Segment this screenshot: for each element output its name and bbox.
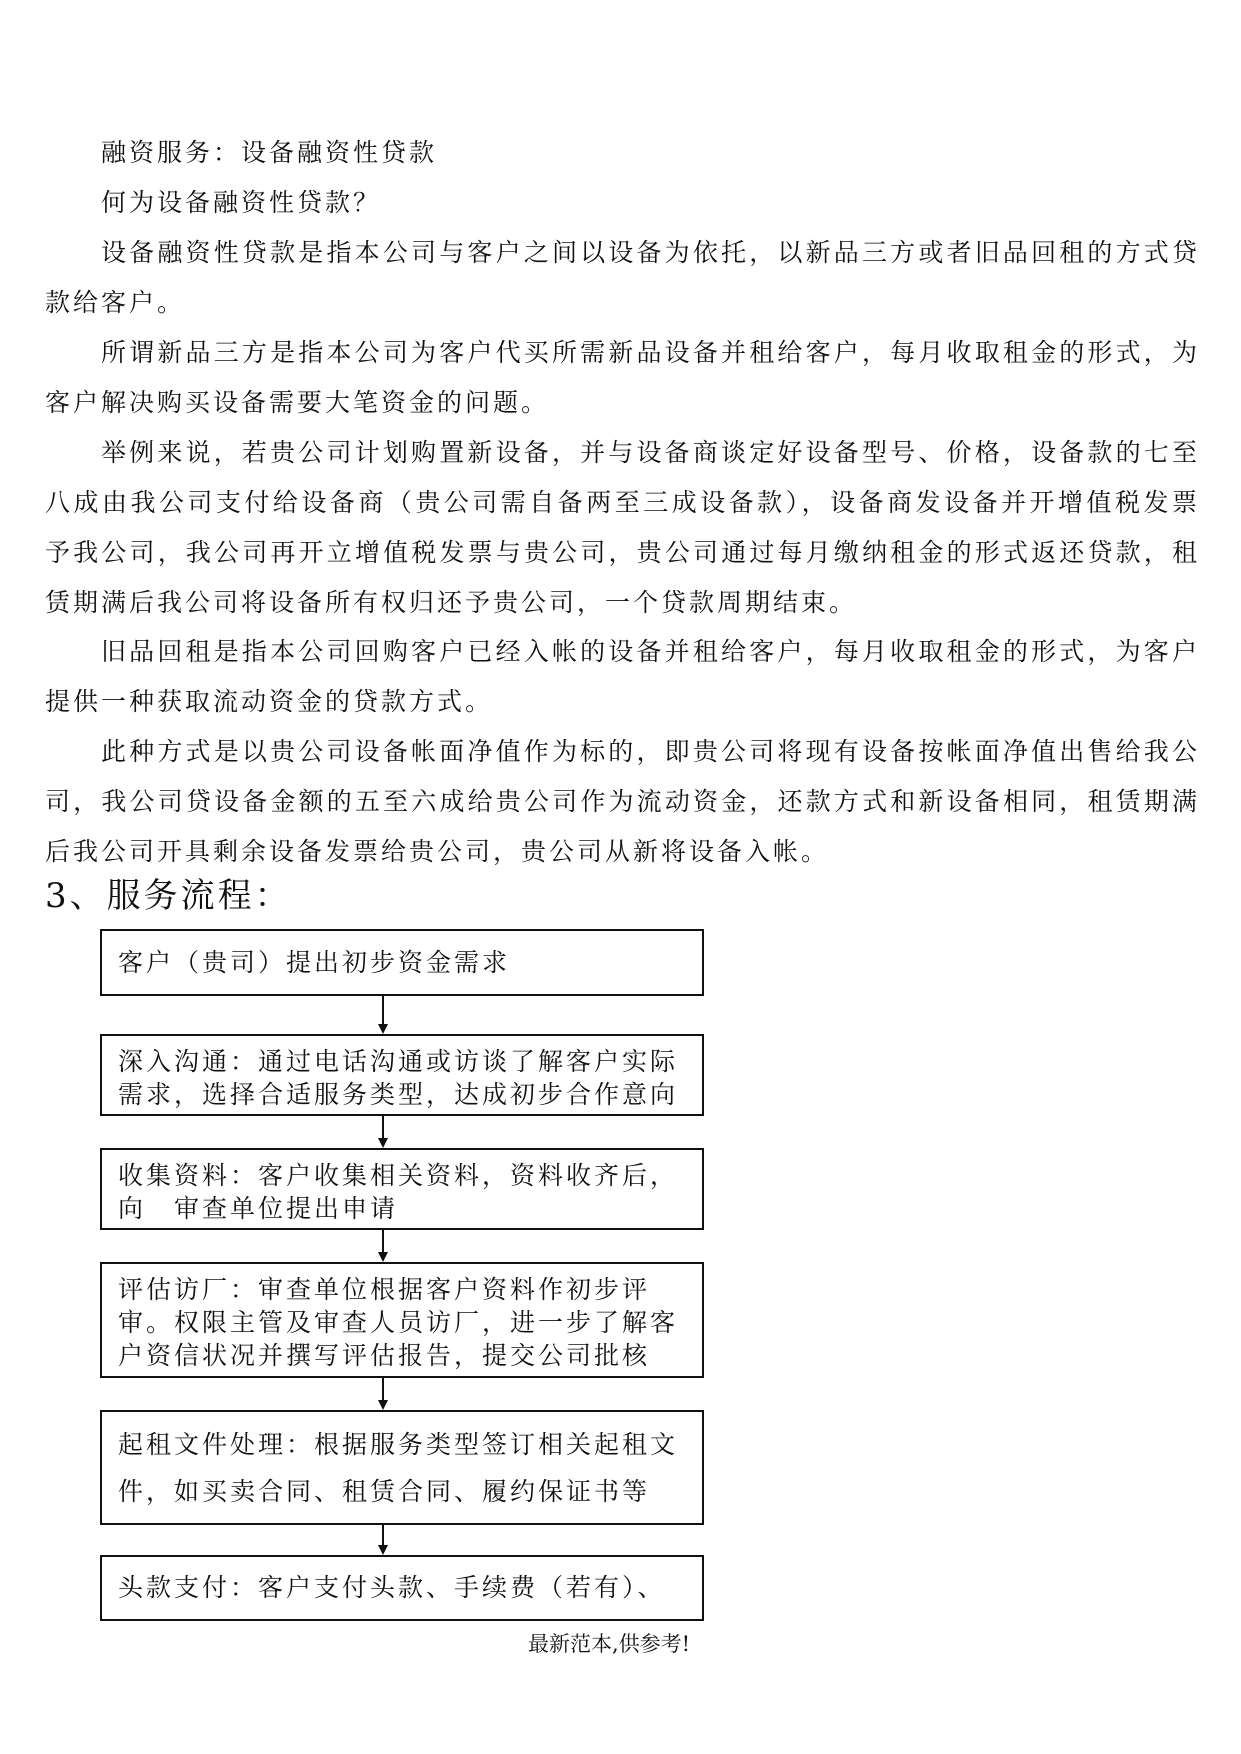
flow-arrow-5 [378,1525,388,1555]
arrow-shaft [382,996,384,1026]
flow-step-communication: 深入沟通：通过电话沟通或访谈了解客户实际需求，选择合适服务类型，达成初步合作意向 [100,1034,704,1116]
definition-paragraph: 设备融资性贷款是指本公司与客户之间以设备为依托，以新品三方或者旧品回租的方式贷款给客户。 [45,238,1200,317]
arrow-shaft [382,1116,384,1140]
arrow-head [378,1252,388,1262]
service-process-heading: 3、服务流程： [45,876,292,916]
leaseback-paragraph: 旧品回租是指本公司回购客户已经入帐的设备并租给客户，每月收取租金的形式，为客户提供一种获取流动资金的贷款方式。 [45,637,1200,716]
arrow-shaft [382,1230,384,1254]
example-paragraph: 举例来说，若贵公司计划购置新设备，并与设备商谈定好设备型号、价格，设备款的七至八成由我公司支付给设备商（贵公司需自备两至三成设备款），设备商发设备并开增值税发票予我公司，我公司再开立增值税发票与贵公司，贵公司通过每月缴纳租金的形式返还贷款，租赁期满后我公司将设备所有权归还予贵公司，一个贷款周期结束。 [45,438,1200,617]
arrow-head [378,1545,388,1555]
flow-step-evaluation: 评估访厂：审查单位根据客户资料作初步评审。权限主管及审查人员访厂，进一步了解客户资信状况并撰写评估报告，提交公司批核 [100,1262,704,1378]
flow-arrow-2 [378,1116,388,1148]
footer-note: 最新范本,供参考! [528,1632,691,1656]
arrow-head [378,1138,388,1148]
arrow-head [378,1400,388,1410]
flow-step-down-payment: 头款支付：客户支付头款、手续费（若有）、 [100,1555,704,1621]
method-paragraph: 此种方式是以贵公司设备帐面净值作为标的，即贵公司将现有设备按帐面净值出售给我公司，我公司贷设备金额的五至六成给贵公司作为流动资金，还款方式和新设备相同，租赁期满后我公司开具剩余设备发票给贵公司，贵公司从新将设备入帐。 [45,737,1200,866]
flow-step-request: 客户（贵司）提出初步资金需求 [100,929,704,996]
intro-title: 融资服务：设备融资性贷款 [101,138,438,167]
question-heading: 何为设备融资性贷款？ [101,188,382,217]
flow-arrow-1 [378,996,388,1034]
arrow-shaft [382,1525,384,1547]
new-product-paragraph: 所谓新品三方是指本公司为客户代买所需新品设备并租给客户，每月收取租金的形式，为客户解决购买设备需要大笔资金的问题。 [45,338,1200,417]
flow-step-lease-documents: 起租文件处理：根据服务类型签订相关起租文件，如买卖合同、租赁合同、履约保证书等 [100,1410,704,1525]
arrow-shaft [382,1378,384,1402]
arrow-head [378,1024,388,1034]
flow-arrow-4 [378,1378,388,1410]
flow-step-collect-materials: 收集资料：客户收集相关资料，资料收齐后，向 审查单位提出申请 [100,1148,704,1230]
flow-arrow-3 [378,1230,388,1262]
